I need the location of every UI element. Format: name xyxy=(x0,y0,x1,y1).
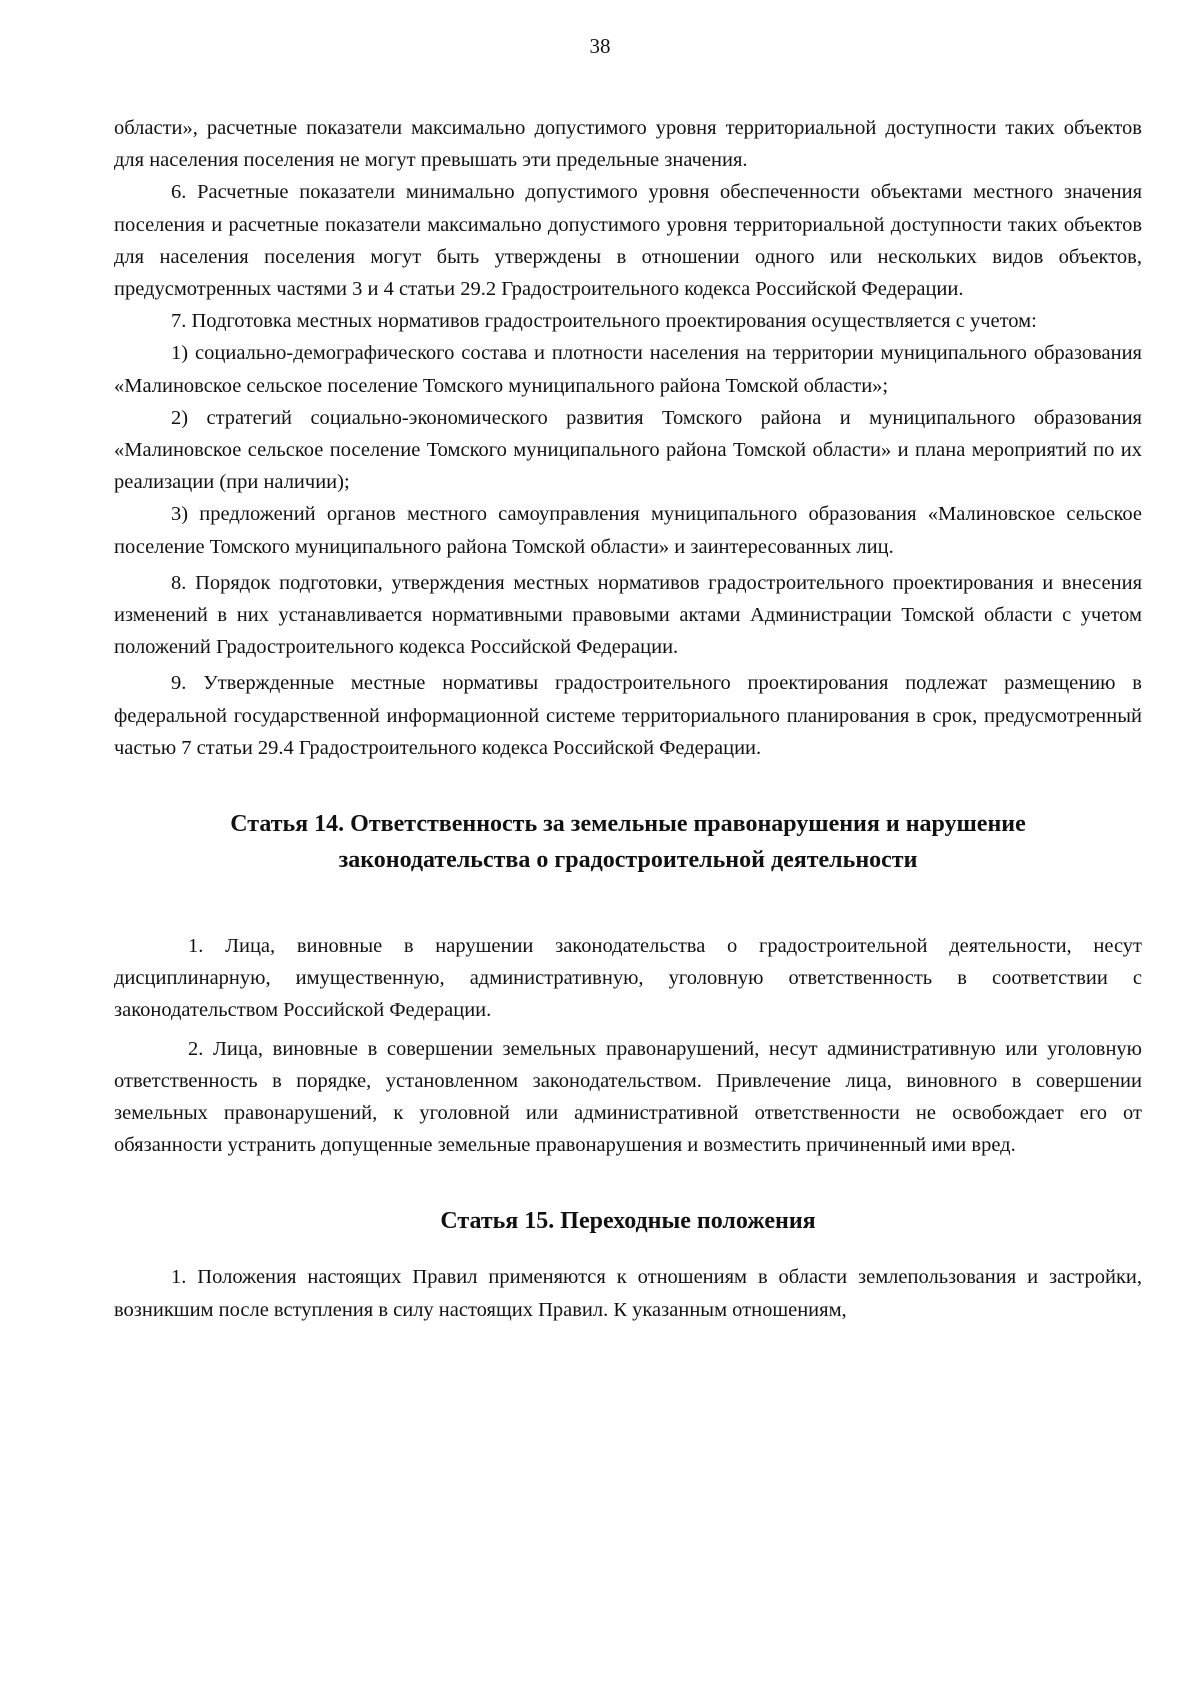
article-15-paragraph-1: 1. Положения настоящих Правил применяются к отношениям в области землепользования и застройки, возникшим после вступления в силу настоящих Правил. К указанным отношениям, xyxy=(114,1266,1142,1321)
paragraph-7-item-1: 1) социально-демографического состава и плотности населения на территории муниципального образования «Малиновское сельское поселение Томского муниципального района Томской области»; xyxy=(114,342,1142,397)
document-body xyxy=(114,112,1142,1326)
article-14-paragraph-1: 1. Лица, виновные в нарушении законодательства о градостроительной деятельности, несут дисциплинарную, имущественную, административную, уголовную ответственность в соответствии с законодательством Российской Федерации. xyxy=(114,935,1142,1022)
article-14-title-line-1: Статья 14. Ответственность за земельные правонарушения и нарушение xyxy=(230,811,1026,838)
paragraph-6: 6. Расчетные показатели минимально допустимого уровня обеспеченности объектами местного значения поселения и расчетные показатели максимально допустимого уровня территориальной доступности таких объектов для населения поселения могут быть утверждены в отношении одного или нескольких видов объектов, предусмотренных частями 3 и 4 статьи 29.2 Градостроительного кодекса Российской Федерации. xyxy=(114,181,1142,301)
paragraph-7: 7. Подготовка местных нормативов градостроительного проектирования осуществляется с учетом: xyxy=(171,310,1037,333)
article-14-heading xyxy=(114,806,1142,878)
paragraph-8: 8. Порядок подготовки, утверждения местных нормативов градостроительного проектирования и внесения изменений в них устанавливается нормативными правовыми актами Администрации Томской области с учетом положений Градостроительного кодекса Российской Федерации. xyxy=(114,571,1142,659)
paragraph-7-item-2: 2) стратегий социально-экономического развития Томского района и муниципального образования «Малиновское сельское поселение Томского муниципального района Томской области» и плана мероприятий по их реализации (при наличии); xyxy=(114,406,1142,494)
paragraph-continuation: области», расчетные показатели максимально допустимого уровня территориальной доступности таких объектов для населения поселения не могут превышать эти предельные значения. xyxy=(114,117,1142,172)
paragraph-9: 9. Утвержденные местные нормативы градостроительного проектирования подлежат размещению в федеральной государственной информационной системе территориального планирования в срок, предусмотренный частью 7 статьи 29.4 Градостроительного кодекса Российской Федерации. xyxy=(114,672,1142,759)
article-14-title-line-2: законодательства о градостроительной деятельности xyxy=(338,847,918,874)
paragraph-7-item-3: 3) предложений органов местного самоуправления муниципального образования «Малиновское сельское поселение Томского муниципального района Томской области» и заинтересованных лиц. xyxy=(114,503,1142,558)
article-14-paragraph-2: 2. Лица, виновные в совершении земельных правонарушений, несут административную или уголовную ответственность в порядке, установленном законодательством. Привлечение лица, виновного в совершении земельных правонарушений, к уголовной или административной ответственности не освобождает его от обязанности устранить допущенные земельные правонарушения и возместить причиненный ими вред. xyxy=(114,1037,1142,1157)
article-15-heading: Статья 15. Переходные положения xyxy=(440,1208,816,1235)
page-number: 38 xyxy=(589,34,611,58)
